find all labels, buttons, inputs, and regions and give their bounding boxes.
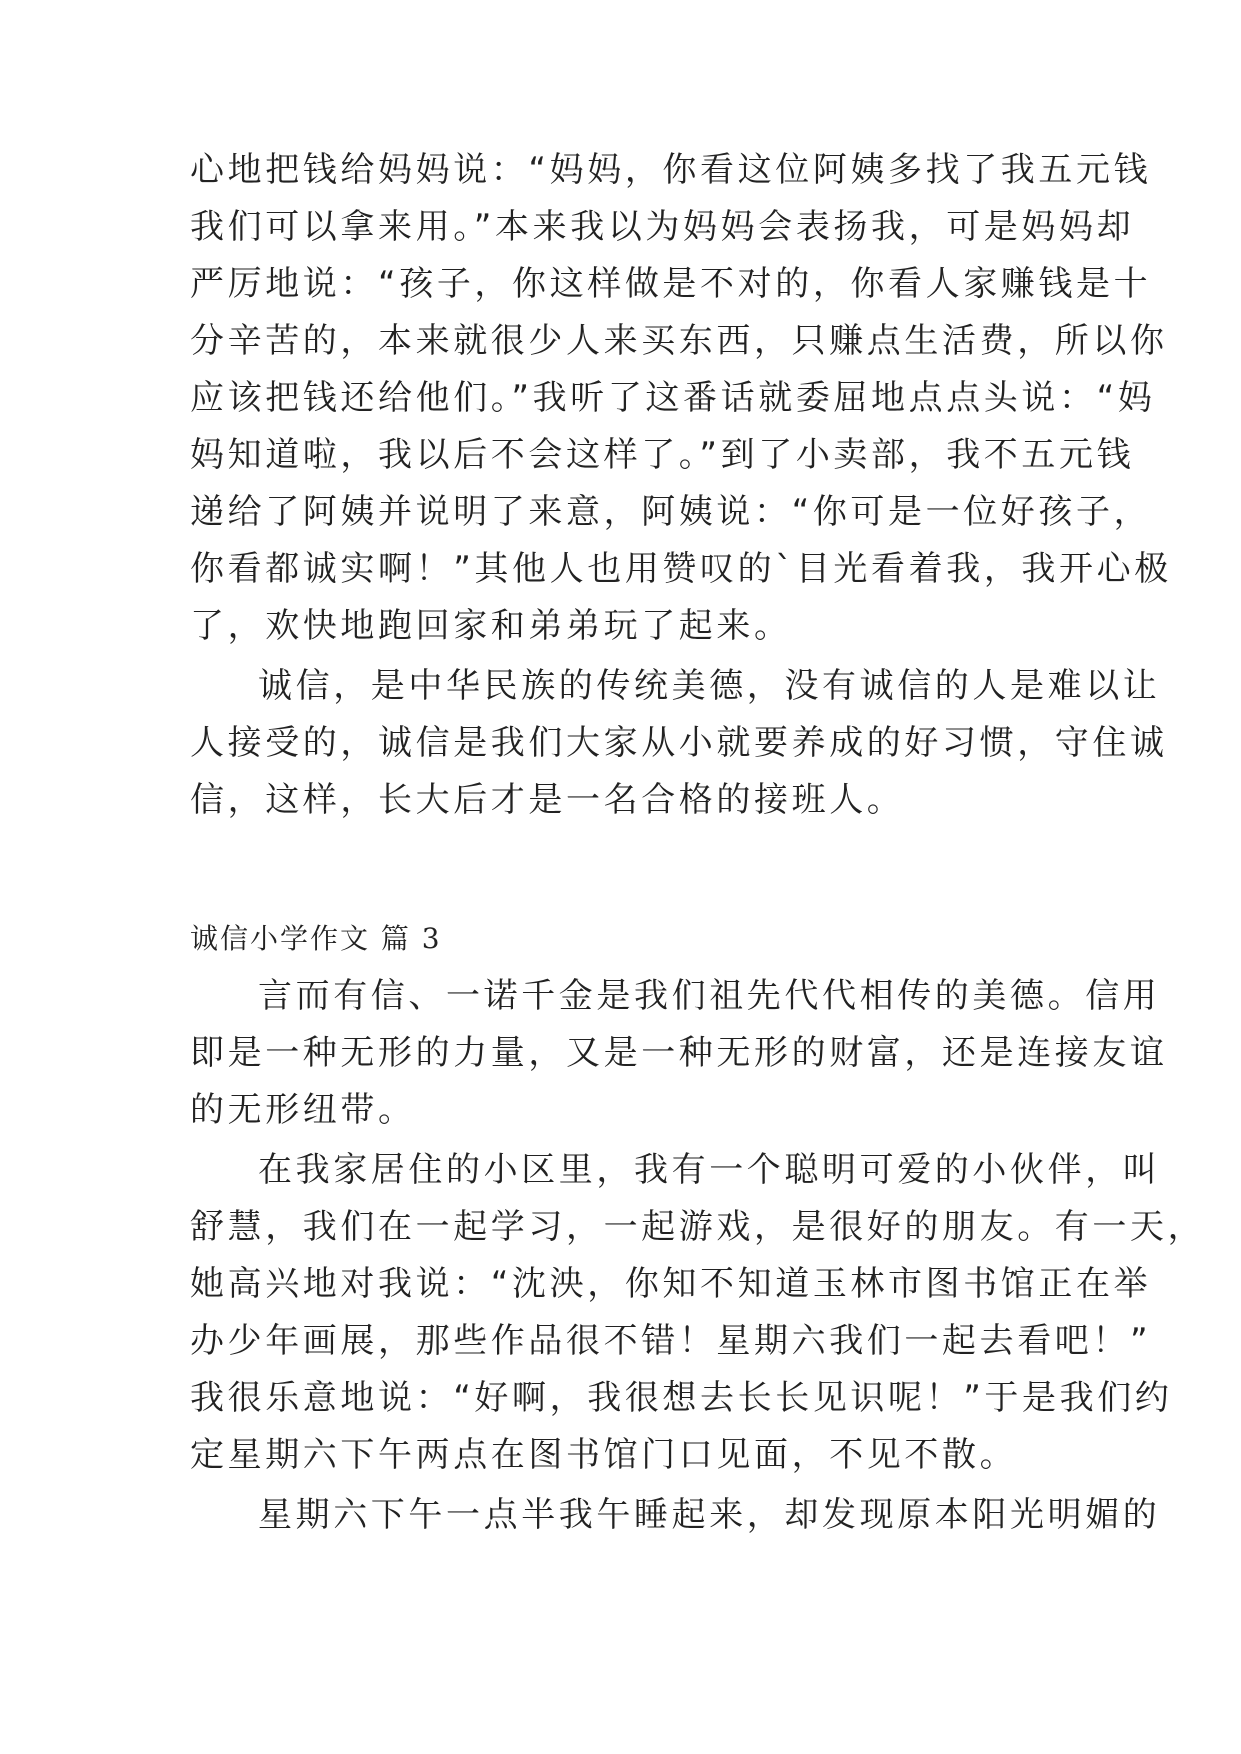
paragraph-line: 分辛苦的，本来就很少人来买东西，只赚点生活费，所以你 [190, 321, 1168, 361]
paragraph-line: 她高兴地对我说：“沈泱，你知不知道玉林市图书馆正在举 [190, 1264, 1152, 1304]
paragraph-line: 你看都诚实啊！”其他人也用赞叹的`目光看着我，我开心极 [190, 549, 1172, 589]
paragraph-line: 递给了阿姨并说明了来意，阿姨说：“你可是一位好孩子， [190, 492, 1152, 532]
paragraph-line: 的无形纽带。 [190, 1090, 416, 1130]
paragraph-line: 在我家居住的小区里，我有一个聪明可爱的小伙伴，叫 [258, 1150, 1161, 1190]
paragraph-line: 妈知道啦，我以后不会这样了。”到了小卖部，我不五元钱 [190, 435, 1135, 475]
paragraph-line: 诚信，是中华民族的传统美德，没有诚信的人是难以让 [258, 666, 1161, 706]
paragraph-line: 舒慧，我们在一起学习，一起游戏，是很好的朋友。有一天， [190, 1207, 1206, 1247]
paragraph-line: 言而有信、一诺千金是我们祖先代代相传的美德。信用 [258, 976, 1161, 1016]
paragraph-line: 我们可以拿来用。”本来我以为妈妈会表扬我，可是妈妈却 [190, 207, 1135, 247]
paragraph-line: 心地把钱给妈妈说：“妈妈，你看这位阿姨多找了我五元钱 [190, 150, 1152, 190]
section-heading: 诚信小学作文 篇 3 [190, 922, 442, 955]
paragraph-line: 了，欢快地跑回家和弟弟玩了起来。 [190, 606, 792, 646]
paragraph-line: 即是一种无形的力量，又是一种无形的财富，还是连接友谊 [190, 1033, 1168, 1073]
paragraph-line: 人接受的，诚信是我们大家从小就要养成的好习惯，守住诚 [190, 723, 1168, 763]
paragraph-line: 定星期六下午两点在图书馆门口见面，不见不散。 [190, 1435, 1018, 1475]
paragraph-line: 严厉地说：“孩子，你这样做是不对的，你看人家赚钱是十 [190, 264, 1152, 304]
paragraph-line: 信，这样，长大后才是一名合格的接班人。 [190, 780, 905, 820]
paragraph-line: 星期六下午一点半我午睡起来，却发现原本阳光明媚的 [258, 1495, 1161, 1535]
paragraph-line: 办少年画展，那些作品很不错！星期六我们一起去看吧！” [190, 1321, 1152, 1361]
paragraph-line: 应该把钱还给他们。”我听了这番话就委屈地点点头说：“妈 [190, 378, 1156, 418]
paragraph-line: 我很乐意地说：“好啊，我很想去长长见识呢！”于是我们约 [190, 1378, 1173, 1418]
